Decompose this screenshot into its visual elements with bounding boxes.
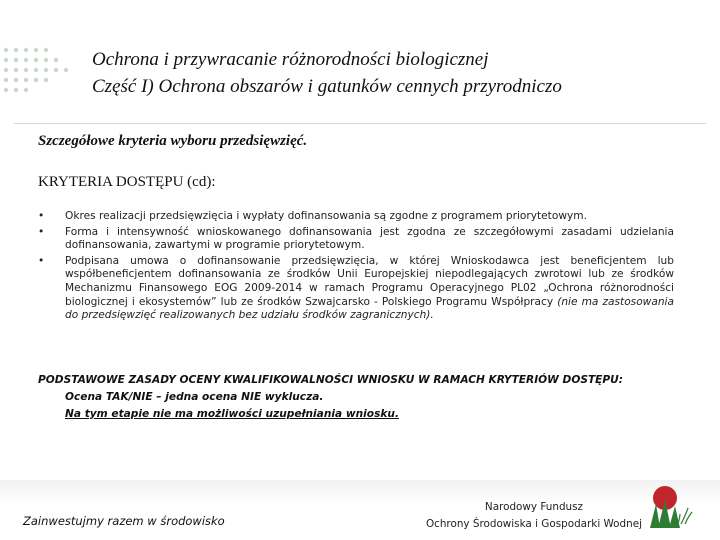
bullet: • — [38, 210, 45, 222]
criteria-text: Okres realizacji przedsięwzięcia i wypłaty dofinansowania są zgodne z programem priorytetowym. — [65, 210, 587, 222]
principles-rule-no-supplement: Na tym etapie nie ma możliwości uzupełniania wniosku. — [65, 408, 399, 420]
criteria-note: (nie ma zastosowania do przedsięwzięć realizowanych bez udziału środków zagranicznych). — [65, 295, 674, 322]
fund-name-line-2: Ochrony Środowiska i Gospodarki Wodnej — [425, 518, 642, 530]
title-line-2: Część I) Ochrona obszarów i gatunków cennych przyrodniczo — [92, 76, 562, 97]
slide-title — [92, 46, 692, 100]
criteria-item — [38, 226, 674, 253]
subtitle: Szczegółowe kryteria wyboru przedsięwzięć. — [38, 133, 308, 149]
footer-slogan: Zainwestujmy razem w środowisko — [23, 514, 225, 528]
nfosigw-logo-icon — [640, 484, 694, 530]
section-heading: KRYTERIA DOSTĘPU (cd): — [38, 174, 216, 190]
bullet: • — [38, 225, 45, 238]
assessment-principles — [38, 372, 698, 423]
fund-name — [426, 499, 642, 533]
criteria-item — [38, 210, 674, 224]
decorative-dot-grid — [0, 44, 80, 104]
criteria-list — [38, 210, 674, 325]
criteria-text: Forma i intensywność wnioskowanego dofinansowania jest zgodna ze szczegółowymi zasadami udzielania dofinansowania, zawartymi w programie priorytetowym. — [65, 225, 674, 252]
criteria-text: Podpisana umowa o dofinansowanie przedsięwzięcia, w której Wnioskodawca jest beneficjentem lub współbeneficjentem dofinansowania ze środków Unii Europejskiej niepodlegających zwrotowi lub ze środków Mechanizmu Finansowego EOG 2009-2014 w ramach Programu Operacyjnego PL02 „Ochrona różnorodności biologicznej i ekosystemów” lub ze środków Szwajcarsko - Polskiego Programu Współpracy — [65, 254, 674, 308]
title-line-1: Ochrona i przywracanie różnorodności biologicznej — [92, 49, 489, 70]
fund-name-line-1: Narodowy Fundusz — [484, 501, 583, 513]
criteria-item — [38, 255, 674, 323]
title-divider — [14, 123, 706, 124]
principles-heading: PODSTAWOWE ZASADY OCENY KWALIFIKOWALNOŚCI WNIOSKU W RAMACH KRYTERIÓW DOSTĘPU: — [38, 374, 624, 386]
principles-rule-yes-no: Ocena TAK/NIE – jedna ocena NIE wyklucza. — [65, 391, 324, 403]
bullet: • — [38, 254, 45, 267]
